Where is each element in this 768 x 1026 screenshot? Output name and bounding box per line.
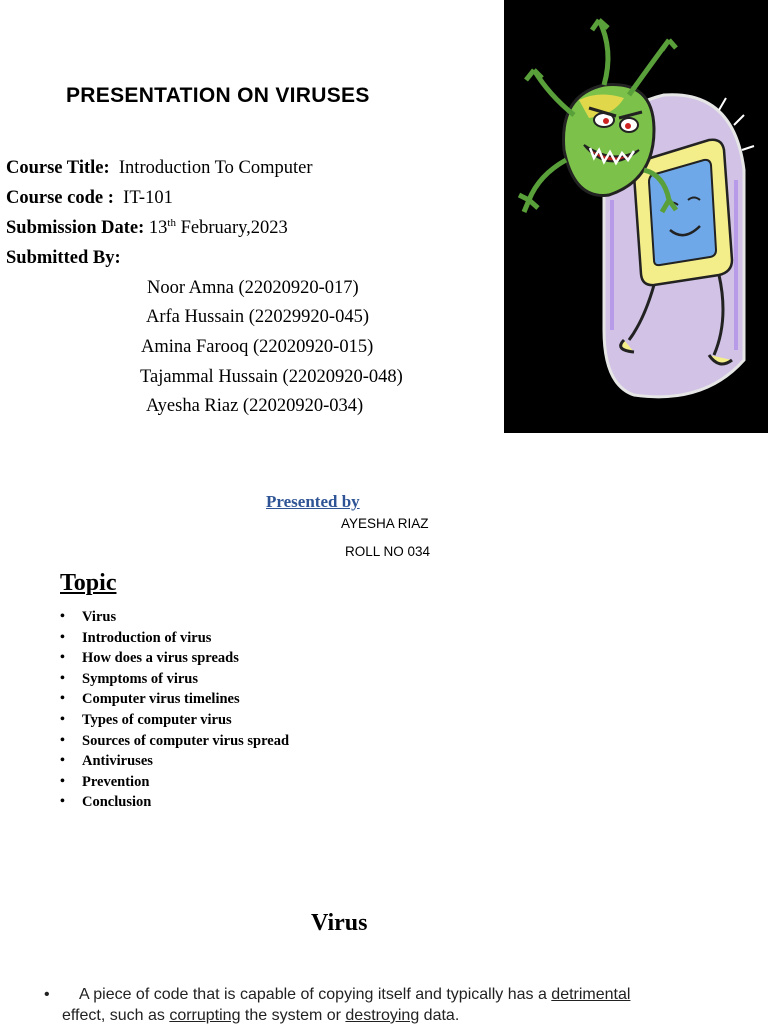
- submission-date-label: Submission Date:: [6, 218, 145, 238]
- member-name: Noor Amna (22020920-017): [147, 278, 359, 298]
- course-code-line: [6, 188, 173, 209]
- submission-day-suffix: th: [167, 216, 176, 229]
- list-item: • Antiviruses: [60, 751, 289, 772]
- topic-heading: Topic: [60, 570, 117, 596]
- presenter-name: AYESHA RIAZ: [341, 516, 429, 531]
- member-name: Ayesha Riaz (22020920-034): [146, 396, 364, 416]
- list-item: • Types of computer virus: [60, 710, 289, 731]
- submitted-by-line: [6, 248, 121, 269]
- page-title: PRESENTATION ON VIRUSES: [66, 84, 370, 107]
- member-name: Arfa Hussain (22029920-045): [146, 307, 369, 327]
- submission-day: 13: [148, 218, 168, 238]
- submitted-by-label: Submitted By:: [6, 248, 121, 268]
- course-code-label: Course code :: [6, 188, 114, 208]
- word-corrupting: corrupting: [169, 1007, 241, 1024]
- submission-date-rest: February,2023: [180, 218, 288, 238]
- course-title-value: Introduction To Computer: [118, 158, 313, 178]
- word-destroying: destroying: [345, 1007, 420, 1024]
- list-item: • Conclusion: [60, 792, 289, 813]
- course-title-label: Course Title:: [6, 158, 110, 178]
- member-name: Amina Farooq (22020920-015): [141, 337, 374, 357]
- virus-illustration: [504, 0, 768, 433]
- list-item: • Prevention: [60, 772, 289, 793]
- submission-date-line: [6, 218, 288, 239]
- list-item: • Sources of computer virus spread: [60, 731, 289, 752]
- word-detrimental: detrimental: [551, 986, 631, 1003]
- list-item: • Computer virus timelines: [60, 689, 289, 710]
- list-item: • Symptoms of virus: [60, 669, 289, 690]
- member-name: Tajammal Hussain (22020920-048): [140, 367, 403, 387]
- virus-text-2: effect, such as: [62, 1007, 170, 1024]
- presented-by-label: Presented by: [266, 492, 360, 511]
- presenter-roll: ROLL NO 034: [345, 544, 431, 559]
- list-item: • Introduction of virus: [60, 628, 289, 649]
- list-item: • Virus: [60, 607, 289, 628]
- virus-text-1: A piece of code that is capable of copying itself and typically has a: [79, 986, 552, 1003]
- list-item: • How does a virus spreads: [60, 648, 289, 669]
- course-title-line: [6, 158, 313, 179]
- virus-text-3: the system or: [240, 1007, 346, 1024]
- virus-heading: Virus: [311, 910, 368, 936]
- virus-definition: [44, 984, 724, 1026]
- course-code-value: IT-101: [123, 188, 173, 208]
- virus-text-4: data.: [419, 1007, 460, 1024]
- bullet: •: [44, 986, 50, 1003]
- topic-list: [60, 607, 289, 813]
